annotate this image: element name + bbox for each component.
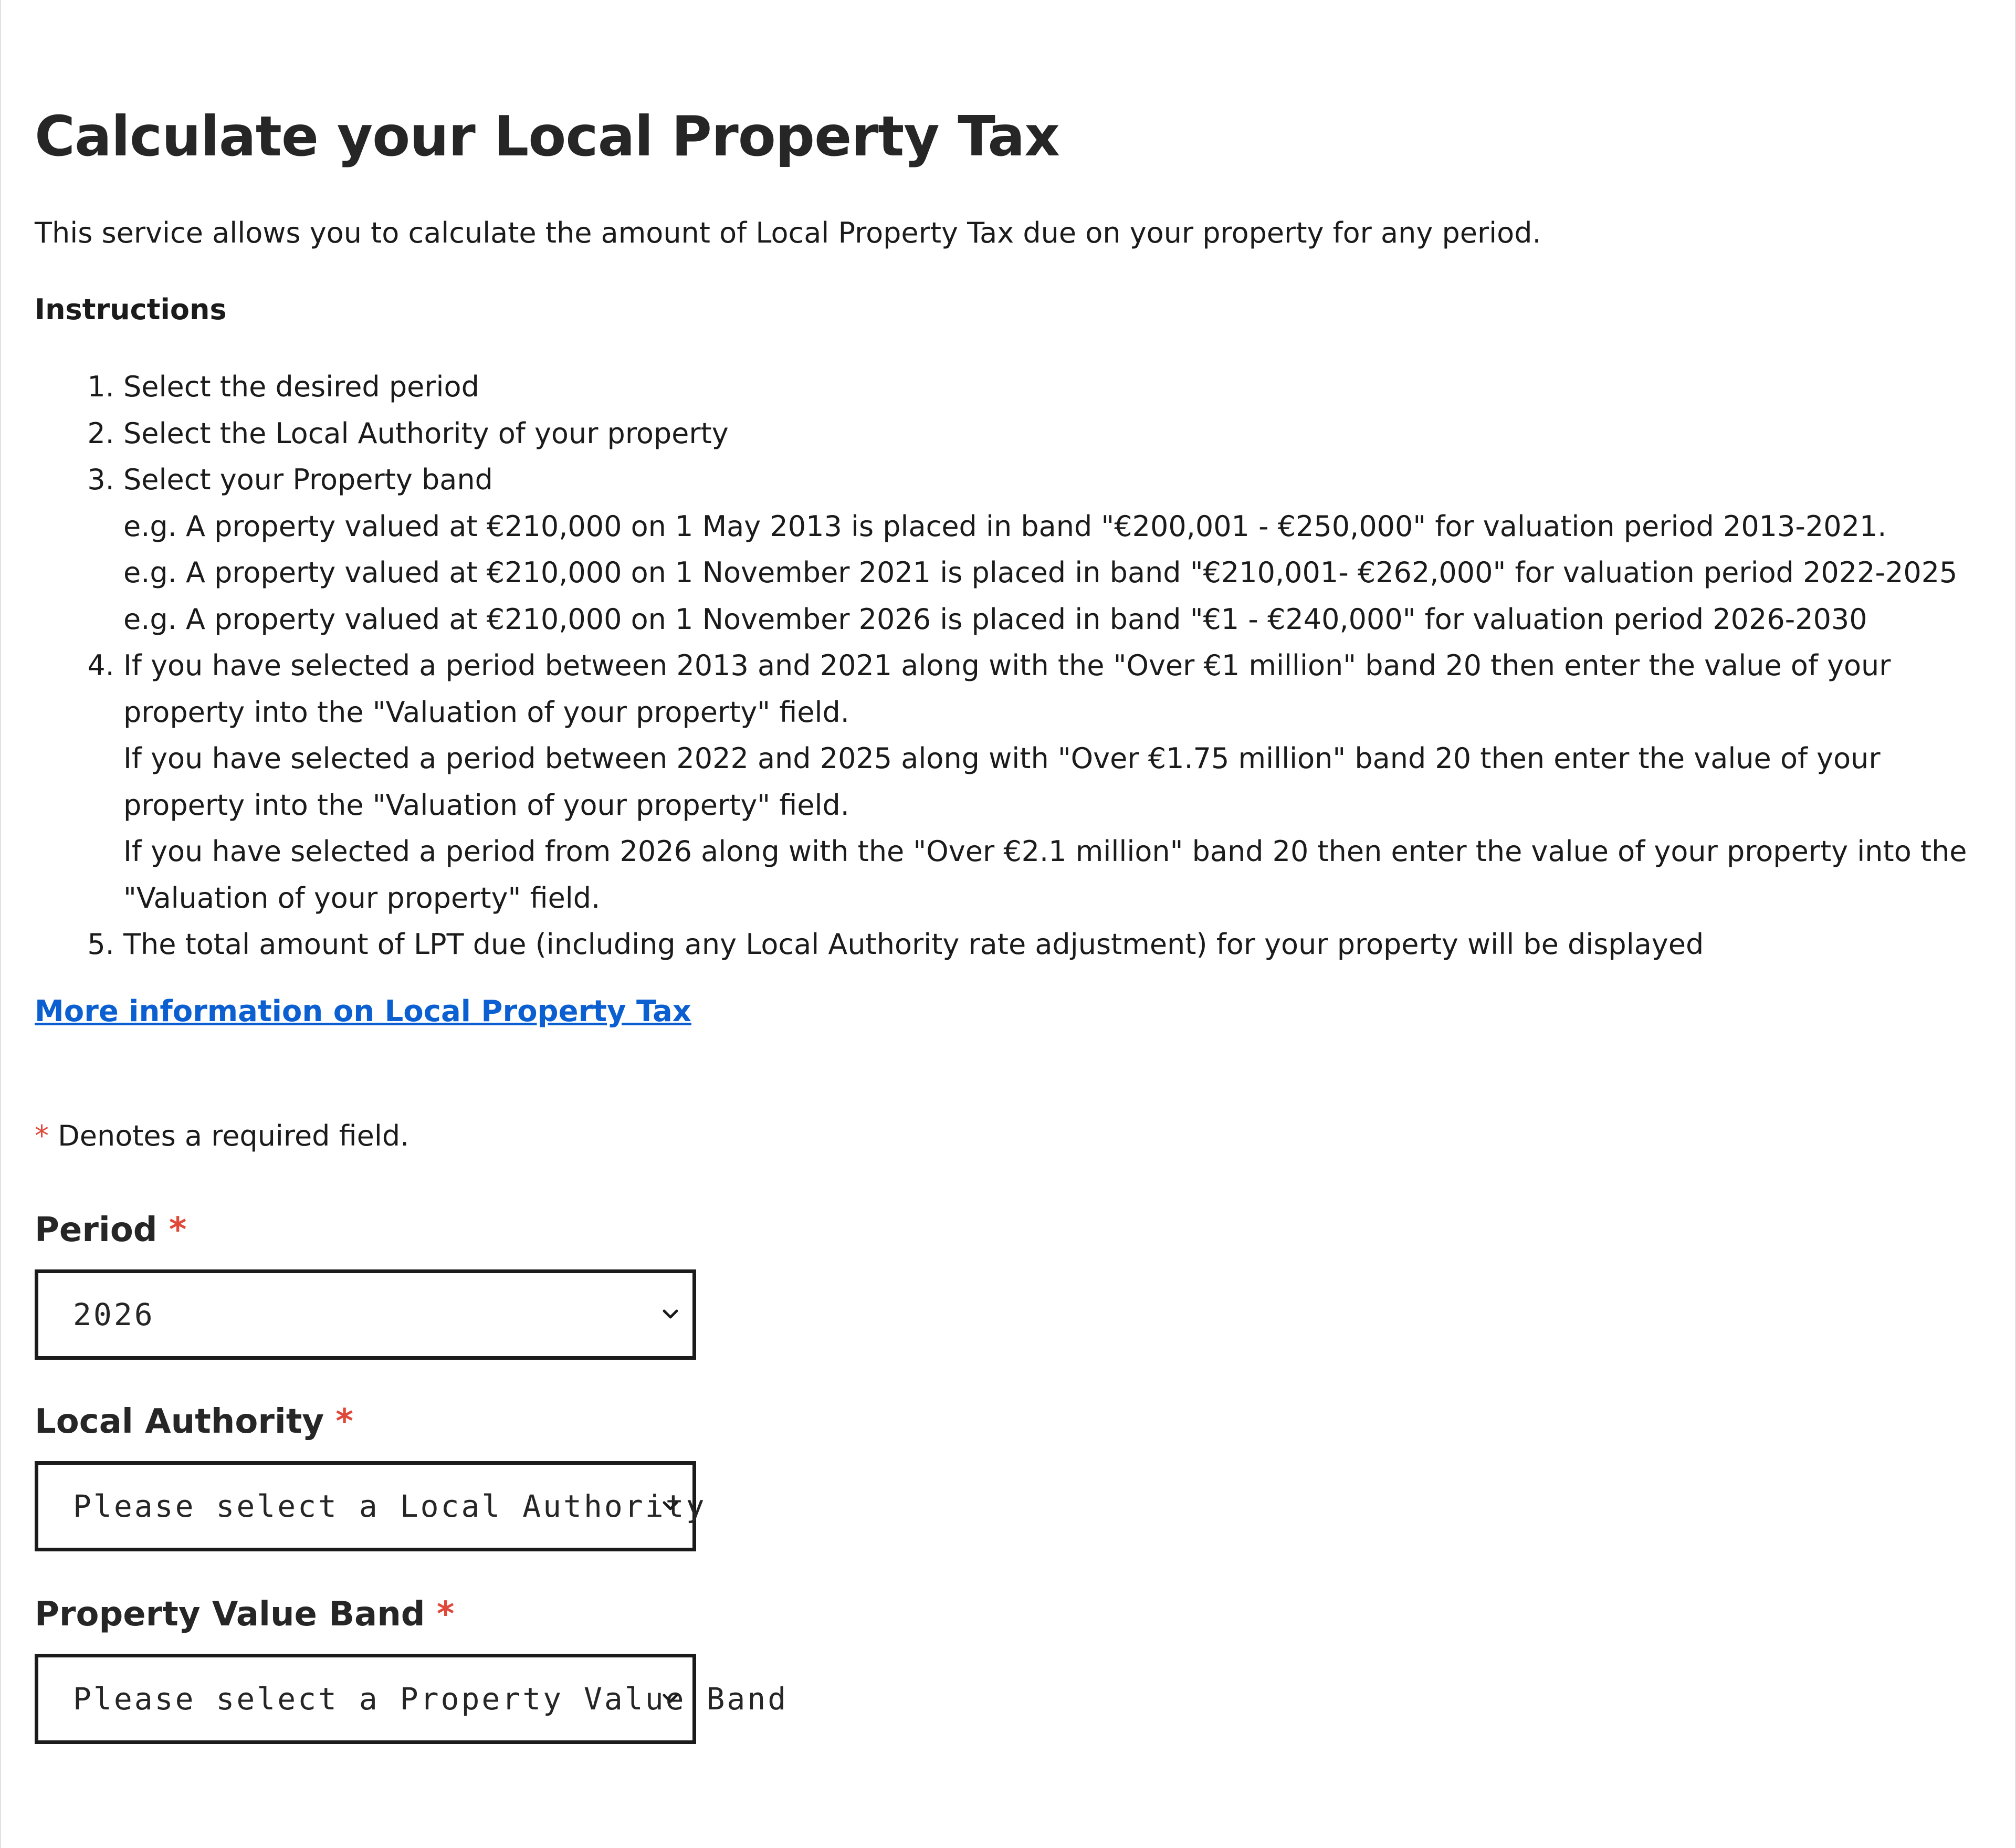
local-authority-selected-value: Please select a Local Authority	[73, 1488, 707, 1524]
step-text: 2. Select the Local Authority of your property	[123, 416, 729, 450]
chevron-down-icon	[660, 1688, 681, 1709]
list-item	[123, 457, 1987, 643]
chevron-down-icon	[660, 1495, 681, 1516]
list-item	[123, 643, 1987, 921]
list-item	[123, 411, 1987, 457]
property-value-band-selected-value: Please select a Property Value Band	[73, 1681, 789, 1717]
local-authority-label-text: Local Authority	[35, 1402, 324, 1441]
more-information-link[interactable]: More information on Local Property Tax	[35, 994, 691, 1028]
instructions-list	[35, 364, 1987, 968]
period-label-text: Period	[35, 1211, 158, 1250]
required-field-note	[35, 1113, 409, 1159]
required-star: *	[169, 1211, 187, 1250]
step-text: 1. Select the desired period	[123, 370, 479, 403]
property-value-band-label-text: Property Value Band	[35, 1595, 425, 1634]
instructions-heading: Instructions	[35, 293, 227, 326]
required-star: *	[35, 1119, 49, 1152]
period-select[interactable]	[35, 1269, 696, 1360]
property-value-band-label	[35, 1591, 454, 1638]
required-star: *	[335, 1402, 353, 1441]
intro-text: This service allows you to calculate the amount of Local Property Tax due on your property for any period.	[35, 216, 1541, 249]
step-text: 5. The total amount of LPT due (including any Local Authority rate adjustment) for your property will be displayed	[123, 928, 1704, 961]
required-star: *	[436, 1595, 455, 1634]
step-text: 3. Select your Property band	[123, 463, 493, 496]
band-example: e.g. A property valued at €210,000 on 1 May 2013 is placed in band "€200,001 - €250,000" for valuation period 2013-2021.	[123, 509, 1887, 543]
property-value-band-select[interactable]	[35, 1654, 789, 1744]
local-authority-select[interactable]	[35, 1461, 707, 1551]
local-authority-label	[35, 1398, 353, 1445]
period-label	[35, 1206, 186, 1254]
step-extra-text: If you have selected a period from 2026 along with the "Over €2.1 million" band 20 then enter the value of your property into the "Valuation of your property" field.	[123, 835, 1967, 915]
page-title: Calculate your Local Property Tax	[35, 104, 1059, 169]
list-item	[123, 364, 1987, 411]
band-example: e.g. A property valued at €210,000 on 1 November 2021 is placed in band "€210,001- €262,000" for valuation period 2022-2025	[123, 556, 1958, 589]
period-selected-value: 2026	[73, 1297, 155, 1332]
step-text: 4. If you have selected a period between 2013 and 2021 along with the "Over €1 million" band 20 then enter the value of your property into the "Valuation of your property" field.	[123, 649, 1891, 729]
band-example: e.g. A property valued at €210,000 on 1 November 2026 is placed in band "€1 - €240,000" for valuation period 2026-2030	[123, 602, 1867, 636]
step-extra-text: If you have selected a period between 2022 and 2025 along with "Over €1.75 million" band 20 then enter the value of your property into the "Valuation of your property" field.	[123, 742, 1881, 822]
chevron-down-icon	[660, 1304, 681, 1325]
list-item	[123, 921, 1987, 968]
required-note-text: Denotes a required field.	[49, 1119, 410, 1152]
